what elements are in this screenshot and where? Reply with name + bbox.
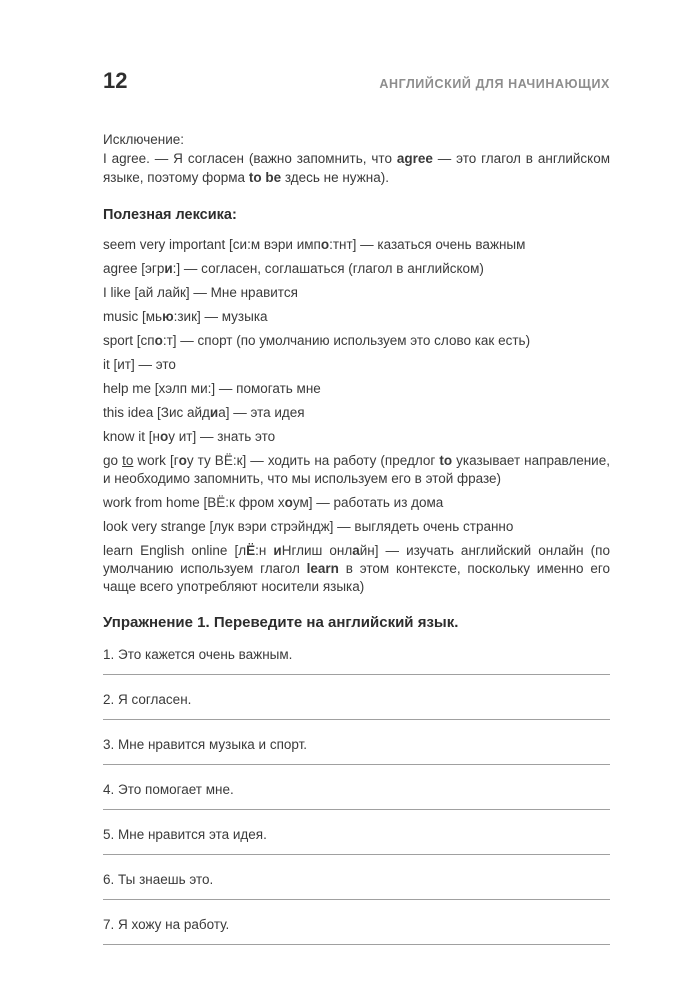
- vocabulary-list: [103, 236, 610, 596]
- vocab-item: look very strange [лук вэри стрэйндж] — выглядеть очень странно: [103, 519, 514, 534]
- exercise-item: [103, 871, 610, 900]
- vocabulary-heading: Полезная лексика:: [103, 207, 237, 223]
- exercise-item-text: 7. Я хожу на работу.: [103, 917, 230, 932]
- vocab-item: go to work [гоу ту ВЁ:к] — ходить на работу (предлог to указывает направление, и необходимо запомнить, что мы используем его в этой фразе): [103, 453, 610, 486]
- exercise-list: [103, 646, 610, 945]
- vocab-item: work from home [ВЁ:к фром хоум] — работать из дома: [103, 495, 444, 510]
- answer-line: [103, 934, 610, 945]
- vocab-item: sport [спо:т] — спорт (по умолчанию используем это слово как есть): [103, 333, 531, 348]
- exception-text: I agree. — Я согласен (важно запомнить, что agree — это глагол в английском языке, поэтому форма to be здесь не нужна).: [103, 151, 610, 185]
- header-title: АНГЛИЙСКИЙ ДЛЯ НАЧИНАЮЩИХ: [379, 77, 610, 91]
- vocab-item: agree [эгри:] — согласен, соглашаться (глагол в английском): [103, 261, 484, 276]
- exercise-item: [103, 916, 610, 945]
- exercise-item-text: 5. Мне нравится эта идея.: [103, 827, 267, 842]
- exercise-item-text: 3. Мне нравится музыка и спорт.: [103, 737, 308, 752]
- vocab-item: this idea [Зис айдиа] — эта идея: [103, 405, 305, 420]
- vocab-item: know it [ноу ит] — знать это: [103, 429, 276, 444]
- answer-line: [103, 844, 610, 855]
- answer-line: [103, 664, 610, 675]
- page-number: 12: [103, 68, 128, 93]
- exception-note: [103, 130, 610, 187]
- exercise-item: [103, 646, 610, 675]
- vocab-item: help me [хэлп ми:] — помогать мне: [103, 381, 321, 396]
- vocab-item: music [мью:зик] — музыка: [103, 309, 268, 324]
- exercise-item: [103, 691, 610, 720]
- exercise-heading: Упражнение 1. Переведите на английский язык.: [103, 614, 459, 631]
- vocab-item: I like [ай лайк] — Мне нравится: [103, 285, 298, 300]
- exercise-item-text: 1. Это кажется очень важным.: [103, 647, 293, 662]
- exercise-item: [103, 736, 610, 765]
- vocab-item: it [ит] — это: [103, 357, 176, 372]
- answer-line: [103, 799, 610, 810]
- exercise-item-text: 4. Это помогает мне.: [103, 782, 234, 797]
- vocab-item: seem very important [си:м вэри импо:тнт] — казаться очень важным: [103, 237, 526, 252]
- exercise-item: [103, 826, 610, 855]
- page-header: [103, 68, 610, 94]
- exercise-item-text: 2. Я согласен.: [103, 692, 192, 707]
- answer-line: [103, 754, 610, 765]
- answer-line: [103, 709, 610, 720]
- answer-line: [103, 889, 610, 900]
- exercise-item: [103, 781, 610, 810]
- exercise-item-text: 6. Ты знаешь это.: [103, 872, 214, 887]
- exception-label: Исключение:: [103, 132, 185, 147]
- vocab-item: learn English online [лЁ:н иНглиш онлайн] — изучать английский онлайн (по умолчанию используем глагол learn в этом контексте, поскольку именно его чаще всего употребляют носители языка): [103, 543, 610, 594]
